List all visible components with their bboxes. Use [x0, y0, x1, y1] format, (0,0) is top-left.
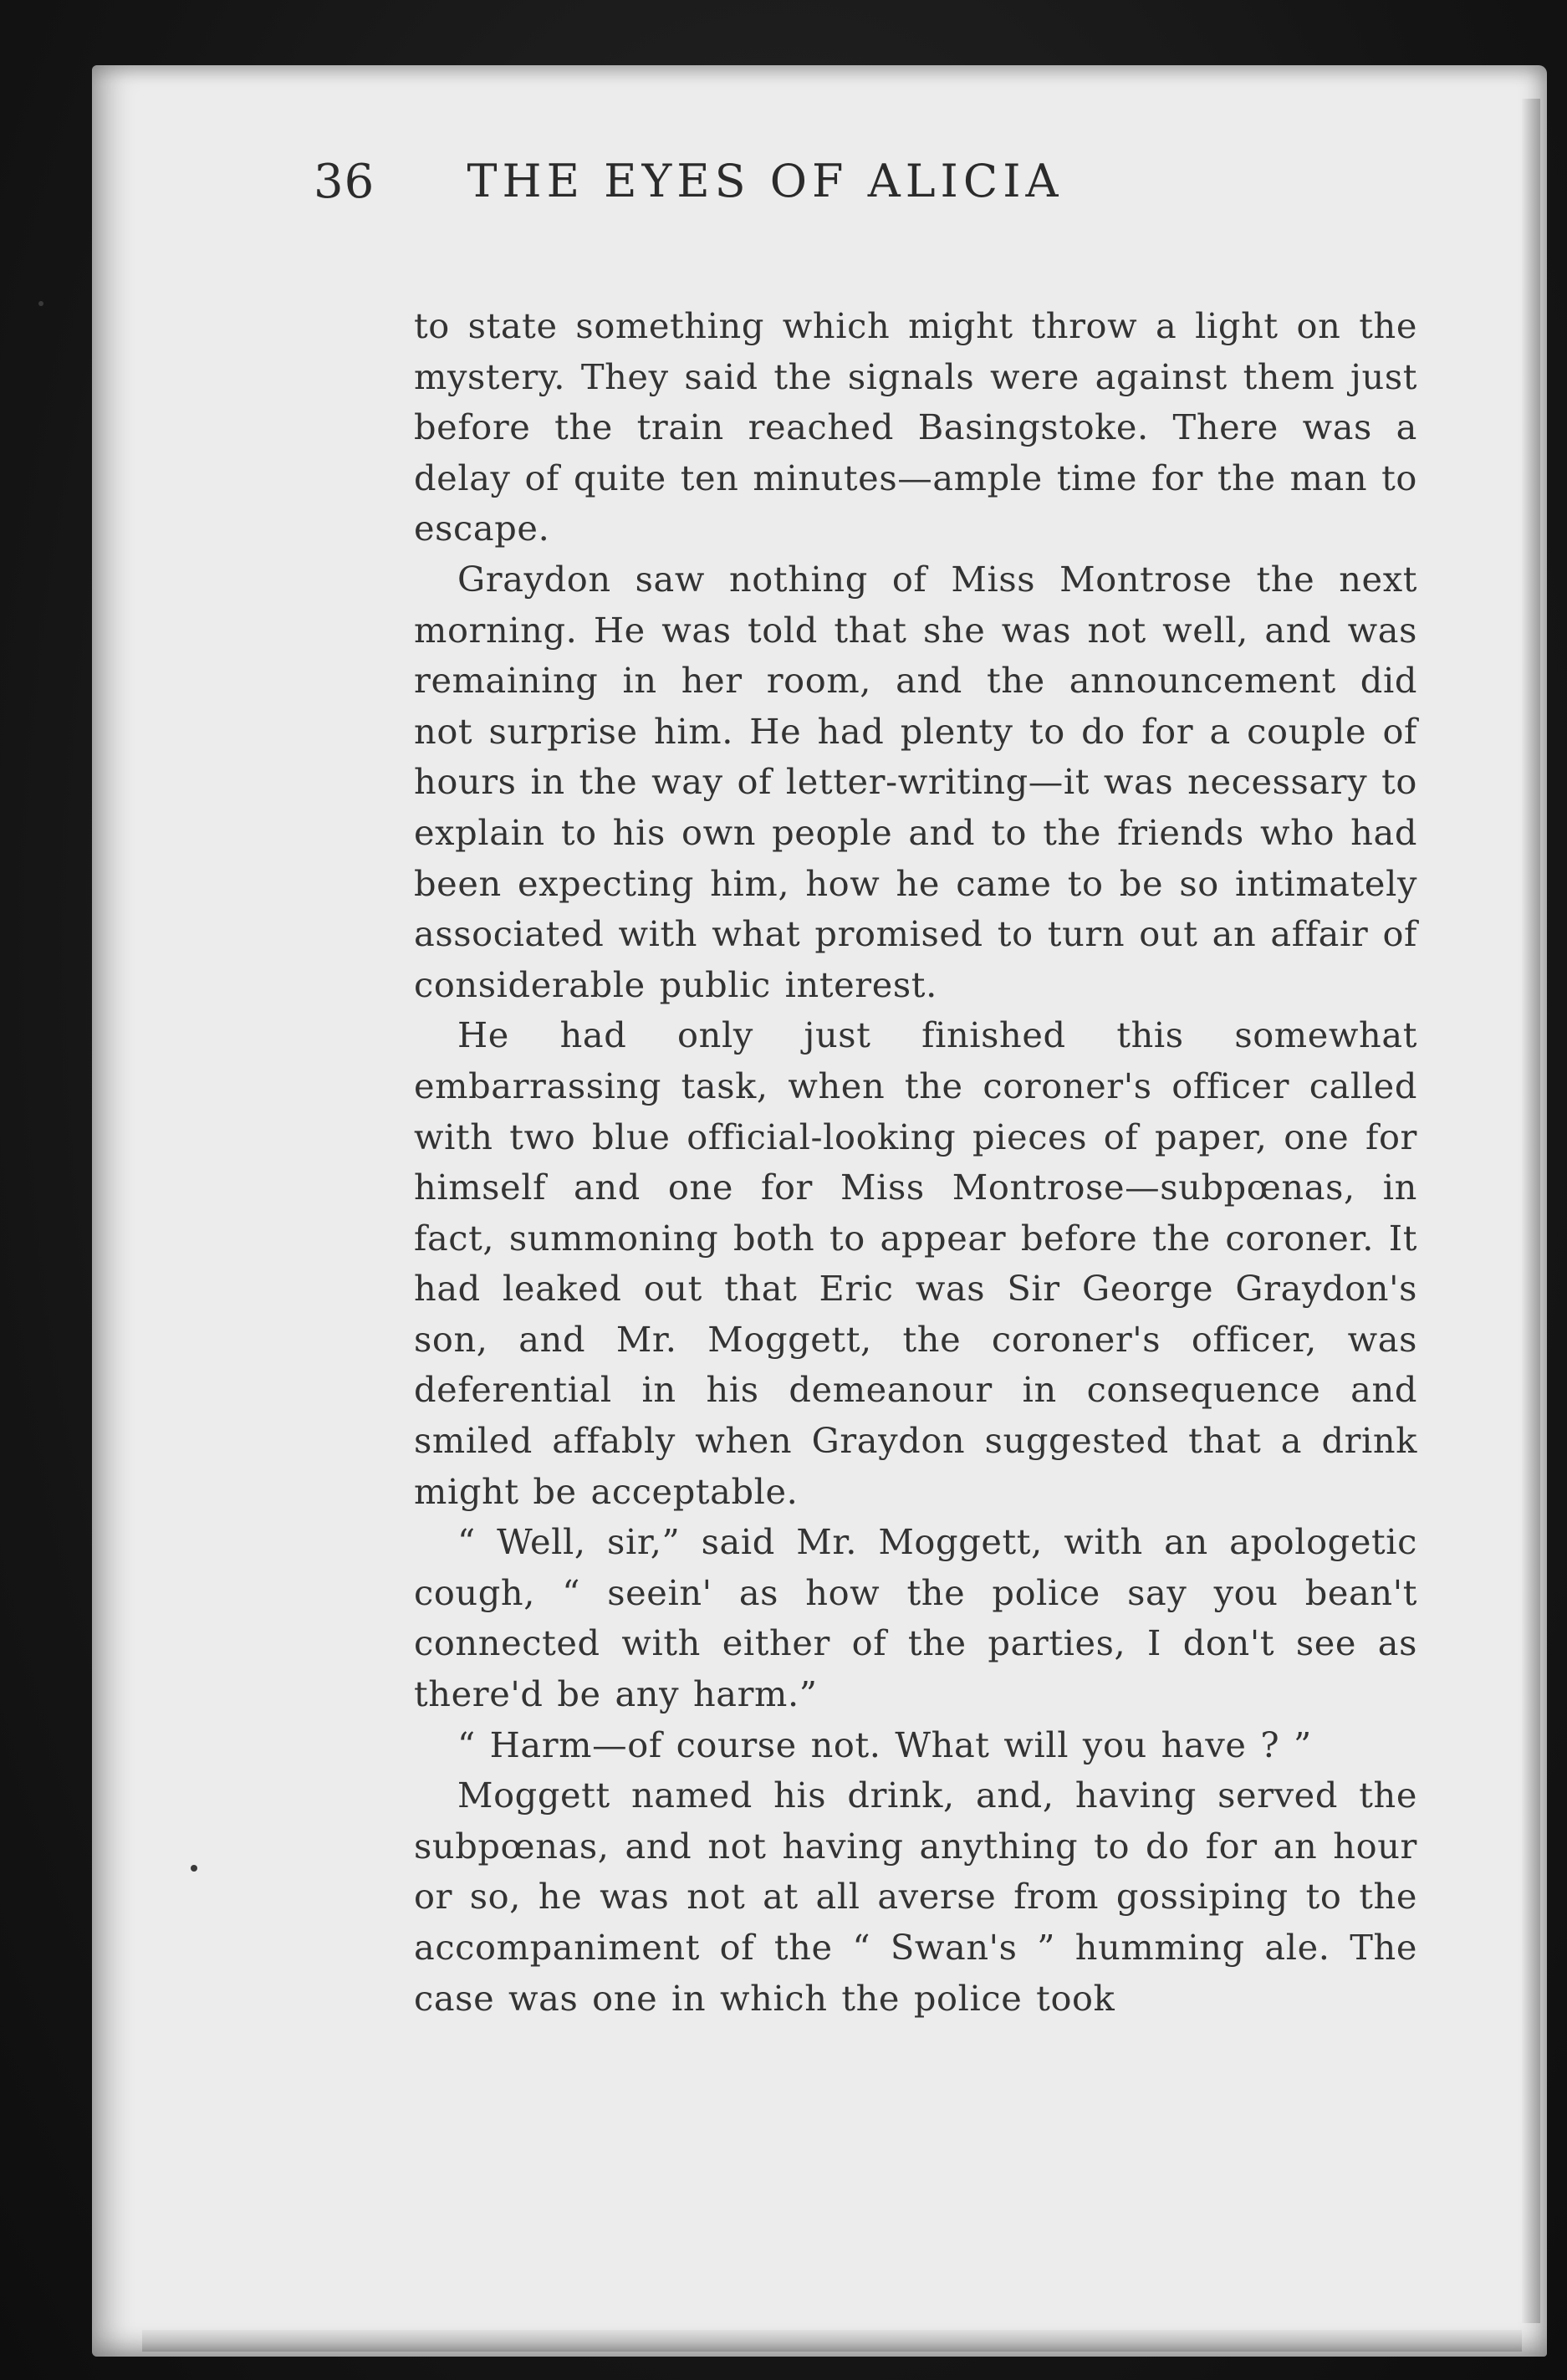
paragraph: to state something which might throw a light on the mystery. They said the signals were against them just before the train reached Basingstoke. There was a delay of quite ten minutes—ample time for the man to escape. — [414, 305, 1417, 549]
dust-speck — [38, 301, 43, 306]
page-bottom-shadow — [142, 2330, 1522, 2352]
body-text — [414, 301, 1417, 2024]
paragraph: He had only just finished this somewhat embarrassing task, when the coroner's officer called with two blue official-looking pieces of paper, one for himself and one for Miss Montrose—subpœnas, in fact, summoning both to appear before the coroner. It had leaked out that Eric was Sir George Graydon's son, and Mr. Moggett, the coroner's officer, was deferential in his demeanour in consequence and smiled affably when Graydon suggested that a drink might be acceptable. — [414, 1014, 1417, 1512]
paragraph: “ Well, sir,” said Mr. Moggett, with an apologetic cough, “ seein' as how the police say you bean't connected with either of the parties, I don't see as there'd be any harm.” — [414, 1521, 1417, 1715]
paragraph: Graydon saw nothing of Miss Montrose the next morning. He was told that she was not well, and was remaining in her room, and the announcement did not surprise him. He had plenty to do for a couple of hours in the way of letter-writing—it was necessary to explain to his own people and to the friends who had been expecting him, how he came to be so intimately associated with what promised to turn out an affair of considerable public interest. — [414, 558, 1417, 1005]
running-title: THE EYES OF ALICIA — [467, 155, 1064, 207]
dust-speck — [191, 1865, 197, 1872]
page-header — [314, 155, 1426, 247]
page-number: 36 — [314, 155, 375, 209]
paragraph: “ Harm—of course not. What will you have ? ” — [457, 1724, 1312, 1765]
paragraph: Moggett named his drink, and, having served the subpœnas, and not having anything to do for an hour or so, he was not at all averse from gossiping to the accompaniment of the “ Swan's ” humming ale. The case was one in which the police took — [414, 1775, 1417, 2019]
page-edge-shadow — [1522, 99, 1540, 2323]
